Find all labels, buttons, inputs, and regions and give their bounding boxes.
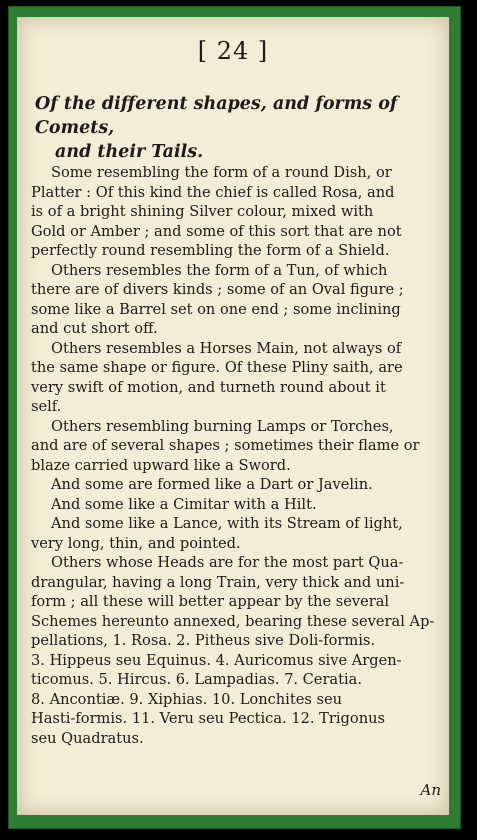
text-line: the same shape or figure. Of these Pliny saith, are	[31, 359, 403, 376]
paragraph	[31, 163, 439, 261]
text-line: 3. Hippeus seu Equinus. 4. Auricomus sive Argen-	[31, 651, 402, 669]
text-line: is of a bright shining Silver colour, mixed with	[31, 203, 374, 220]
text-line: Gold or Amber ; and some of this sort that are not	[31, 222, 402, 240]
text-line: Others resembles a Horses Main, not always of	[51, 339, 402, 357]
text-line: Others resembling burning Lamps or Torches,	[51, 417, 394, 435]
text-line: Schemes hereunto annexed, bearing these several Ap-	[31, 612, 435, 630]
text-line: seu Quadratus.	[31, 729, 144, 747]
paragraph	[31, 495, 439, 515]
text-line: 8. Ancontiæ. 9. Xiphias. 10. Lonchites seu	[31, 690, 343, 708]
text-line: blaze carried upward like a Sword.	[31, 456, 291, 474]
text-line: And some like a Lance, with its Stream of light,	[51, 515, 403, 532]
text-line: drangular, having a long Train, very thick and uni-	[31, 573, 405, 591]
text-line: and are of several shapes ; sometimes their flame or	[31, 437, 420, 454]
paragraph	[31, 475, 439, 495]
text-line: And some like a Cimitar with a Hilt.	[51, 495, 317, 513]
text-line: Hasti-formis. 11. Veru seu Pectica. 12. Trigonus	[31, 710, 385, 727]
section-heading-line-2: and their Tails.	[55, 142, 204, 162]
text-line: form ; all these will better appear by the several	[31, 593, 390, 610]
paragraph	[31, 514, 439, 553]
text-line: Others whose Heads are for the most part Qua-	[51, 554, 404, 571]
text-line: very swift of motion, and turneth round about it	[31, 378, 386, 396]
body-text	[31, 163, 439, 748]
text-line: And some are formed like a Dart or Javelin.	[51, 476, 373, 493]
section-heading-line-1: Of the different shapes, and forms of Comets,	[35, 94, 398, 138]
text-line: self.	[31, 398, 62, 415]
catchword: An	[420, 781, 441, 799]
paragraph	[31, 417, 439, 476]
text-line: Platter : Of this kind the chief is called Rosa, and	[31, 183, 395, 201]
paragraph	[31, 553, 439, 748]
text-line: very long, thin, and pointed.	[31, 534, 241, 552]
text-line: Others resembles the form of a Tun, of which	[51, 261, 388, 279]
page-number: [ 24 ]	[197, 37, 269, 65]
text-line: pellations, 1. Rosa. 2. Pitheus sive Doli-formis.	[31, 632, 376, 649]
section-heading	[35, 92, 435, 164]
text-line: ticomus. 5. Hircus. 6. Lampadias. 7. Ceratia.	[31, 671, 362, 688]
paragraph	[31, 339, 439, 417]
text-line: some like a Barrel set on one end ; some inclining	[31, 300, 401, 318]
text-line: Some resembling the form of a round Dish, or	[51, 164, 392, 181]
text-line: and cut short off.	[31, 320, 158, 337]
paragraph	[31, 261, 439, 339]
book-page	[17, 17, 449, 815]
text-line: perfectly round resembling the form of a Shield.	[31, 242, 390, 259]
text-line: there are of divers kinds ; some of an Oval figure ;	[31, 281, 404, 298]
